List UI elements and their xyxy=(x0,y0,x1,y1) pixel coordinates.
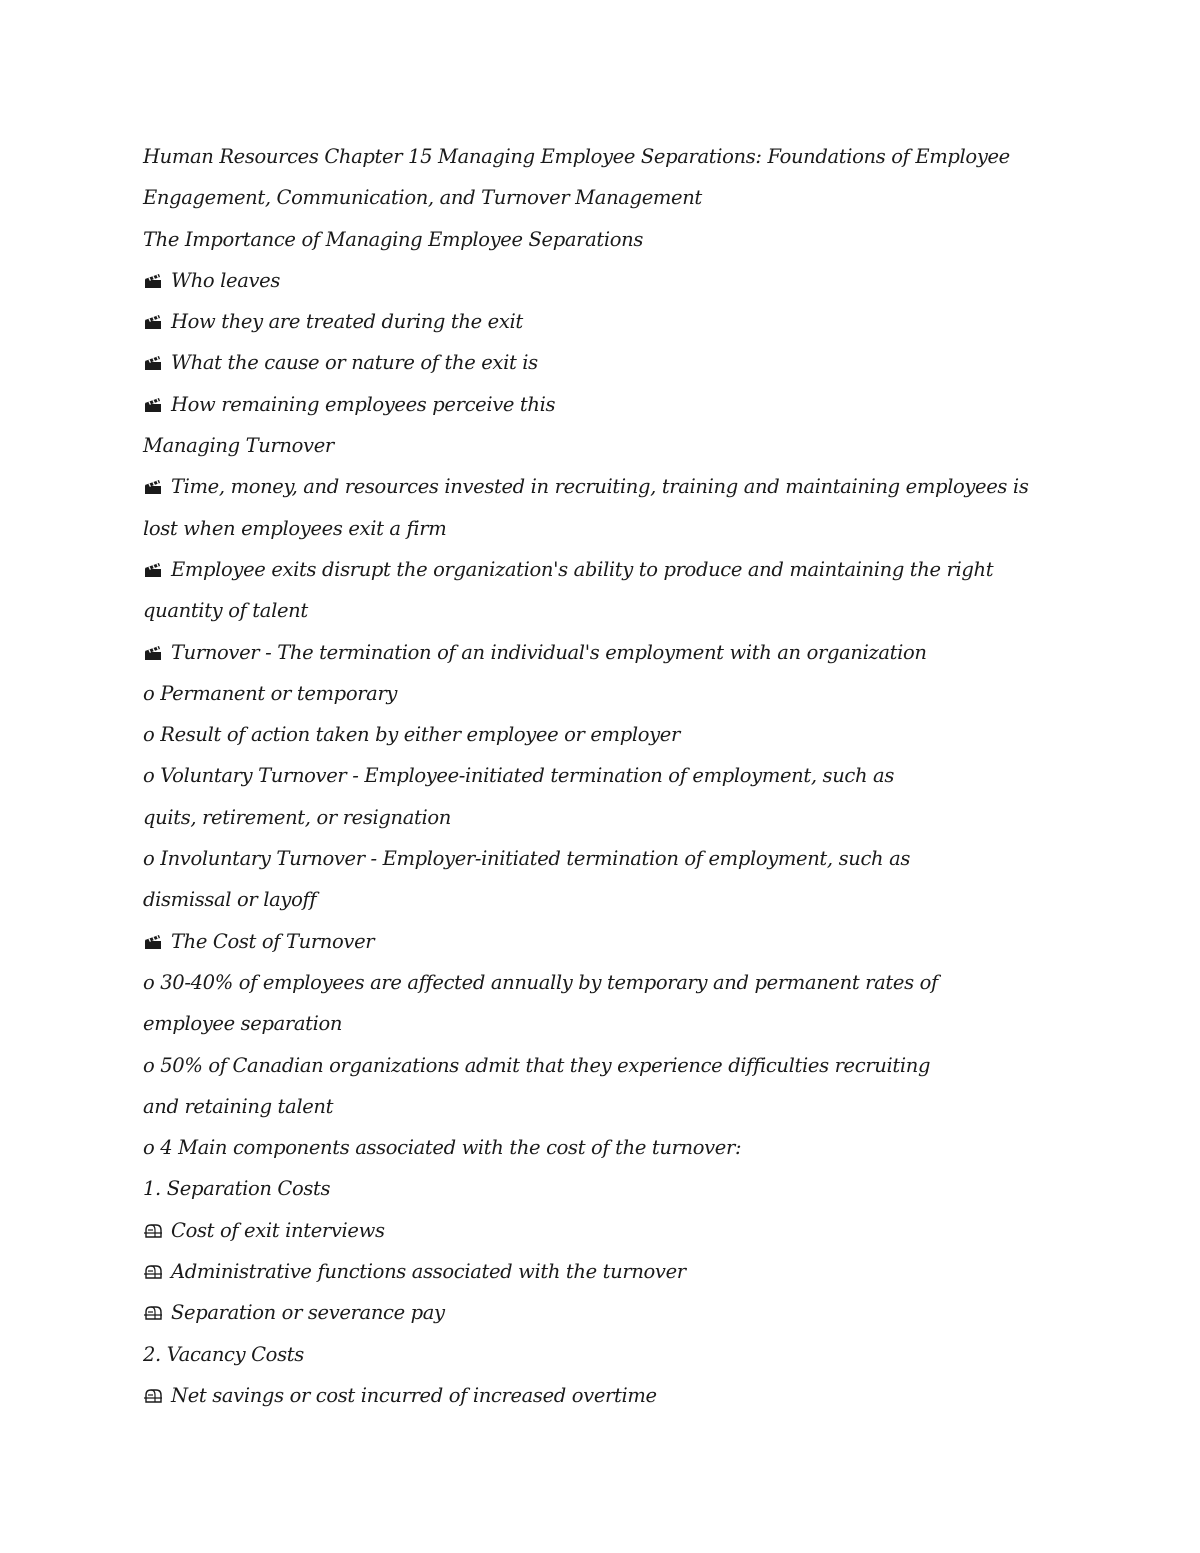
line-text: quits, retirement, or resignation xyxy=(143,805,451,829)
line-text: o 4 Main components associated with the cost of the turnover: xyxy=(143,1136,742,1160)
line-text: Turnover - The termination of an individual's employment with an organization xyxy=(171,640,927,664)
clapper-icon xyxy=(143,314,163,330)
text-line xyxy=(143,508,1063,549)
clapper-icon xyxy=(143,479,163,495)
line-text: Administrative functions associated with the turnover xyxy=(171,1260,686,1284)
text-line xyxy=(143,1292,1063,1333)
text-line xyxy=(143,1375,1063,1416)
line-text: How remaining employees perceive this xyxy=(171,392,556,416)
clapper-icon xyxy=(143,934,163,950)
line-text: Human Resources Chapter 15 Managing Employee Separations: Foundations of Employee xyxy=(143,145,1010,168)
mailbox-icon xyxy=(143,1305,163,1321)
clapper-icon xyxy=(143,645,163,661)
text-line xyxy=(143,549,1063,590)
text-line xyxy=(143,1168,1063,1209)
text-line xyxy=(143,590,1063,631)
line-text: o Permanent or temporary xyxy=(143,681,398,705)
line-text: Cost of exit interviews xyxy=(171,1218,385,1242)
line-text: employee separation xyxy=(143,1012,343,1036)
text-line xyxy=(143,962,1063,1003)
line-text: quantity of talent xyxy=(143,599,308,623)
text-line xyxy=(143,177,1063,218)
text-line xyxy=(143,136,1063,177)
text-line xyxy=(143,425,1063,466)
text-line xyxy=(143,301,1063,342)
line-text: Net savings or cost incurred of increased overtime xyxy=(171,1383,657,1407)
line-text: Time, money, and resources invested in recruiting, training and maintaining employees is xyxy=(171,475,1029,499)
line-text: o Result of action taken by either employee or employer xyxy=(143,723,680,747)
line-text: o Voluntary Turnover - Employee-initiated termination of employment, such as xyxy=(143,764,894,788)
text-line xyxy=(143,342,1063,383)
text-line xyxy=(143,714,1063,755)
clapper-icon xyxy=(143,273,163,289)
text-line xyxy=(143,1045,1063,1086)
mailbox-icon xyxy=(143,1264,163,1280)
line-text: 1. Separation Costs xyxy=(143,1177,331,1201)
line-text: Engagement, Communication, and Turnover Management xyxy=(143,186,702,210)
line-text: o 50% of Canadian organizations admit that they experience difficulties recruiting xyxy=(143,1053,931,1077)
text-line xyxy=(143,632,1063,673)
mailbox-icon xyxy=(143,1223,163,1239)
text-line xyxy=(143,921,1063,962)
line-text: Separation or severance pay xyxy=(171,1301,445,1325)
line-text: Managing Turnover xyxy=(143,434,334,458)
line-text: The Importance of Managing Employee Separations xyxy=(143,227,643,251)
clapper-icon xyxy=(143,397,163,413)
text-line xyxy=(143,1086,1063,1127)
line-text: o Involuntary Turnover - Employer-initiated termination of employment, such as xyxy=(143,847,911,871)
line-text: dismissal or layoff xyxy=(143,888,317,912)
text-line xyxy=(143,755,1063,796)
text-line xyxy=(143,1127,1063,1168)
line-text: Employee exits disrupt the organization's ability to produce and maintaining the right xyxy=(171,557,994,581)
text-line xyxy=(143,384,1063,425)
line-text: o 30-40% of employees are affected annually by temporary and permanent rates of xyxy=(143,970,938,994)
line-text: The Cost of Turnover xyxy=(171,929,375,953)
text-line xyxy=(143,673,1063,714)
clapper-icon xyxy=(143,355,163,371)
text-line xyxy=(143,797,1063,838)
text-line xyxy=(143,838,1063,879)
line-text: 2. Vacancy Costs xyxy=(143,1342,304,1366)
text-line xyxy=(143,1251,1063,1292)
line-text: lost when employees exit a firm xyxy=(143,516,447,540)
document-body xyxy=(143,136,1063,1416)
text-line xyxy=(143,260,1063,301)
mailbox-icon xyxy=(143,1388,163,1404)
clapper-icon xyxy=(143,562,163,578)
line-text: Who leaves xyxy=(171,268,281,292)
text-line xyxy=(143,1210,1063,1251)
line-text: How they are treated during the exit xyxy=(171,310,523,334)
line-text: What the cause or nature of the exit is xyxy=(171,351,538,375)
text-line xyxy=(143,219,1063,260)
text-line xyxy=(143,1003,1063,1044)
text-line xyxy=(143,1334,1063,1375)
line-text: and retaining talent xyxy=(143,1094,334,1118)
text-line xyxy=(143,879,1063,920)
text-line xyxy=(143,466,1063,507)
